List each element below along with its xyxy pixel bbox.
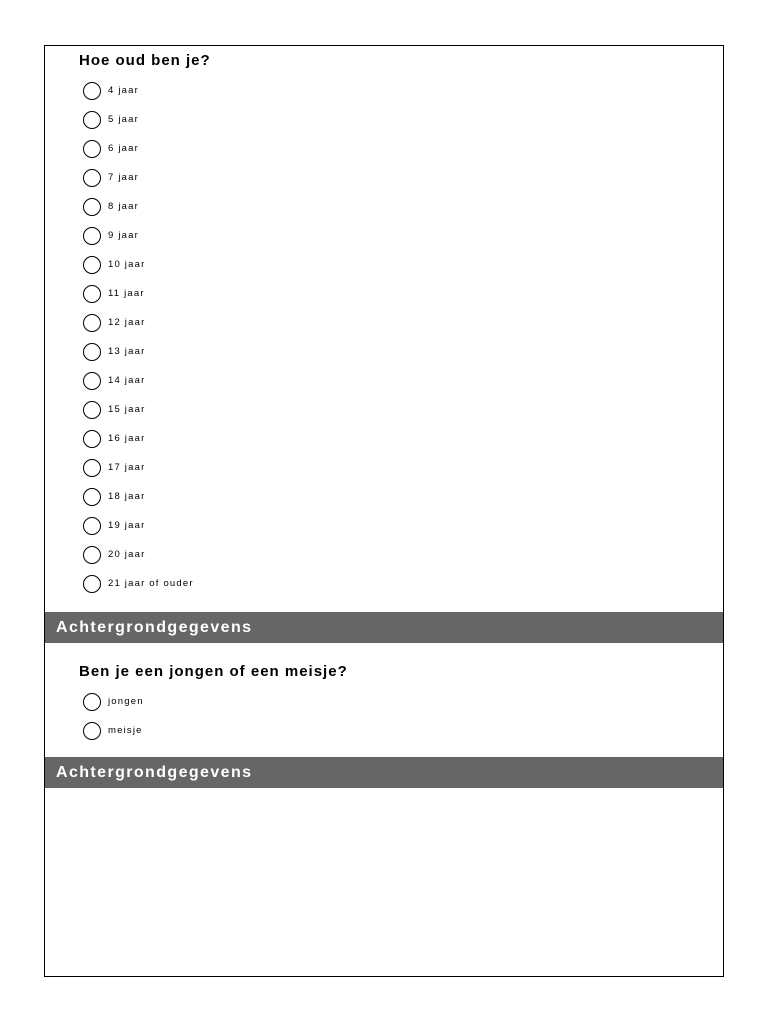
age-option-14[interactable] bbox=[83, 366, 194, 395]
option-label: 6 jaar bbox=[108, 143, 139, 154]
section-header: Achtergrondgegevens bbox=[45, 612, 723, 643]
gender-question-title: Ben je een jongen of een meisje? bbox=[79, 663, 348, 680]
radio-button[interactable] bbox=[83, 372, 101, 390]
age-options bbox=[83, 76, 194, 598]
radio-button[interactable] bbox=[83, 459, 101, 477]
radio-button[interactable] bbox=[83, 575, 101, 593]
option-label: 7 jaar bbox=[108, 172, 139, 183]
radio-button[interactable] bbox=[83, 198, 101, 216]
radio-button[interactable] bbox=[83, 227, 101, 245]
option-label: 4 jaar bbox=[108, 85, 139, 96]
option-label: jongen bbox=[108, 696, 144, 707]
radio-button[interactable] bbox=[83, 82, 101, 100]
radio-button[interactable] bbox=[83, 488, 101, 506]
age-question-title: Hoe oud ben je? bbox=[79, 52, 211, 69]
option-label: 18 jaar bbox=[108, 491, 146, 502]
radio-button[interactable] bbox=[83, 693, 101, 711]
radio-button[interactable] bbox=[83, 401, 101, 419]
age-option-7[interactable] bbox=[83, 163, 194, 192]
age-option-16[interactable] bbox=[83, 424, 194, 453]
age-option-12[interactable] bbox=[83, 308, 194, 337]
option-label: 9 jaar bbox=[108, 230, 139, 241]
option-label: 17 jaar bbox=[108, 462, 146, 473]
option-label: 14 jaar bbox=[108, 375, 146, 386]
radio-button[interactable] bbox=[83, 169, 101, 187]
age-option-6[interactable] bbox=[83, 134, 194, 163]
age-option-18[interactable] bbox=[83, 482, 194, 511]
age-option-4[interactable] bbox=[83, 76, 194, 105]
age-option-21-plus[interactable] bbox=[83, 569, 194, 598]
age-option-15[interactable] bbox=[83, 395, 194, 424]
option-label: 13 jaar bbox=[108, 346, 146, 357]
radio-button[interactable] bbox=[83, 140, 101, 158]
option-label: 16 jaar bbox=[108, 433, 146, 444]
age-option-8[interactable] bbox=[83, 192, 194, 221]
age-option-19[interactable] bbox=[83, 511, 194, 540]
radio-button[interactable] bbox=[83, 517, 101, 535]
gender-options bbox=[83, 687, 144, 745]
radio-button[interactable] bbox=[83, 343, 101, 361]
option-label: 5 jaar bbox=[108, 114, 139, 125]
gender-option-meisje[interactable] bbox=[83, 716, 144, 745]
option-label: 20 jaar bbox=[108, 549, 146, 560]
radio-button[interactable] bbox=[83, 314, 101, 332]
radio-button[interactable] bbox=[83, 256, 101, 274]
age-option-20[interactable] bbox=[83, 540, 194, 569]
option-label: 15 jaar bbox=[108, 404, 146, 415]
section-header: Achtergrondgegevens bbox=[45, 757, 723, 788]
radio-button[interactable] bbox=[83, 546, 101, 564]
option-label: 11 jaar bbox=[108, 288, 145, 299]
option-label: 10 jaar bbox=[108, 259, 146, 270]
survey-page bbox=[44, 45, 724, 977]
radio-button[interactable] bbox=[83, 111, 101, 129]
option-label: 8 jaar bbox=[108, 201, 139, 212]
age-option-9[interactable] bbox=[83, 221, 194, 250]
age-option-10[interactable] bbox=[83, 250, 194, 279]
option-label: meisje bbox=[108, 725, 143, 736]
radio-button[interactable] bbox=[83, 722, 101, 740]
age-option-5[interactable] bbox=[83, 105, 194, 134]
radio-button[interactable] bbox=[83, 285, 101, 303]
age-option-11[interactable] bbox=[83, 279, 194, 308]
age-option-13[interactable] bbox=[83, 337, 194, 366]
radio-button[interactable] bbox=[83, 430, 101, 448]
option-label: 19 jaar bbox=[108, 520, 146, 531]
age-option-17[interactable] bbox=[83, 453, 194, 482]
option-label: 21 jaar of ouder bbox=[108, 578, 194, 589]
option-label: 12 jaar bbox=[108, 317, 146, 328]
gender-option-jongen[interactable] bbox=[83, 687, 144, 716]
